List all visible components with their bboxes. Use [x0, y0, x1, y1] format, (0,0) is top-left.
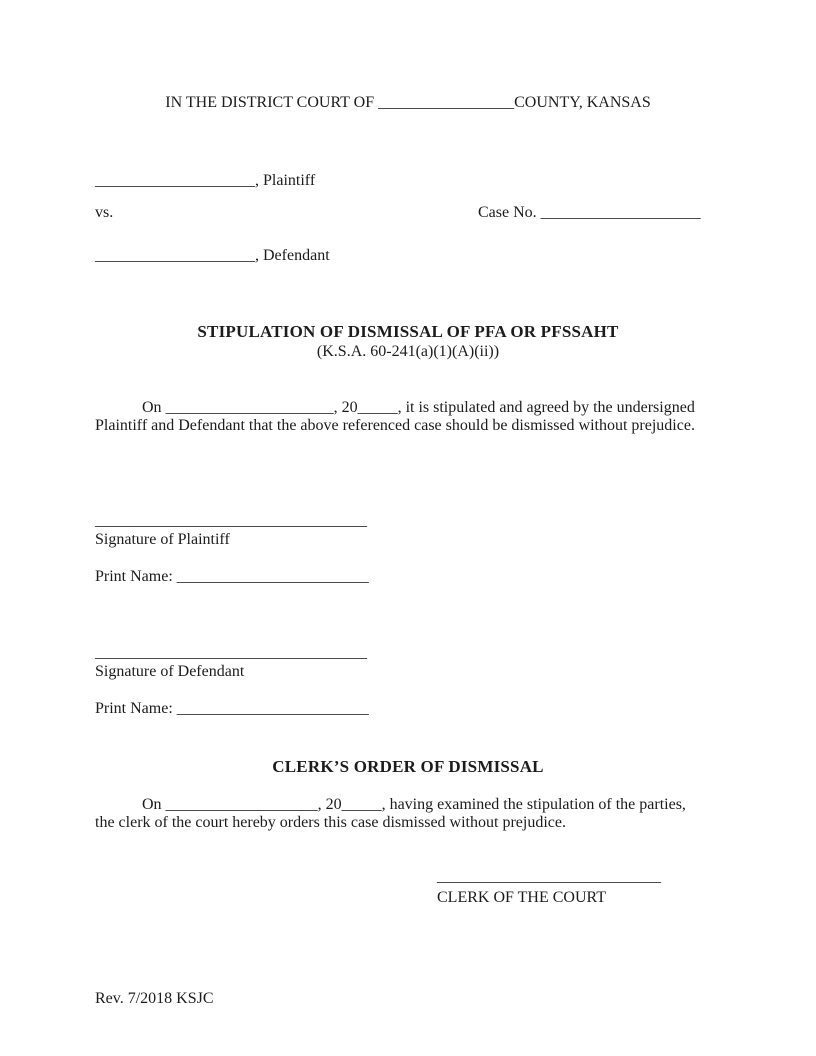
stipulation-date-blank[interactable]: _____________________: [165, 399, 334, 416]
defendant-print-name-row: [95, 700, 369, 718]
plaintiff-signature-label: Signature of Plaintiff: [95, 531, 230, 548]
plaintiff-name-blank[interactable]: ____________________: [95, 172, 255, 189]
stipulation-year-blank[interactable]: _____: [357, 399, 398, 416]
statute-citation: (K.S.A. 60-241(a)(1)(A)(ii)): [316, 343, 500, 360]
defendant-print-name-label: Print Name:: [95, 700, 177, 717]
defendant-name-blank[interactable]: ____________________: [95, 247, 255, 264]
plaintiff-print-name-row: [95, 568, 369, 586]
defendant-print-name-blank[interactable]: ________________________: [176, 700, 369, 717]
case-number-label: Case No.: [478, 204, 541, 221]
clerk-signature-label: CLERK OF THE COURT: [437, 889, 606, 906]
clerk-signature-line[interactable]: ____________________________: [437, 868, 661, 885]
revision-note: Rev. 7/2018 KSJC: [95, 990, 214, 1007]
court-header-suffix: COUNTY, KANSAS: [514, 94, 651, 111]
stipulation-paragraph: [95, 399, 740, 435]
plaintiff-print-name-label: Print Name:: [95, 568, 177, 585]
clerk-lead-in: On: [142, 796, 166, 813]
defendant-signature-line[interactable]: __________________________________: [95, 644, 367, 661]
stipulation-line2-text: Plaintiff and Defendant that the above referenced case should be dismissed without prejudice.: [95, 417, 695, 434]
court-header-prefix: IN THE DISTRICT COURT OF: [165, 94, 379, 111]
stipulation-title: STIPULATION OF DISMISSAL OF PFA OR PFSSAHT: [197, 322, 619, 341]
defendant-signature-label: Signature of Defendant: [95, 663, 245, 680]
plaintiff-label: , Plaintiff: [255, 172, 316, 189]
clerk-year-blank[interactable]: _____: [341, 796, 382, 813]
clerk-date-blank[interactable]: ___________________: [165, 796, 318, 813]
county-blank[interactable]: _________________: [378, 94, 515, 111]
stipulation-line1-text: , it is stipulated and agreed by the undersigned: [397, 399, 695, 416]
clerk-order-title: CLERK’S ORDER OF DISMISSAL: [272, 757, 544, 776]
court-header: [0, 94, 816, 112]
defendant-caption-row: [95, 247, 330, 265]
vs-label: vs.: [95, 204, 114, 221]
clerk-line2-text: the clerk of the court hereby orders this case dismissed without prejudice.: [95, 814, 566, 831]
plaintiff-print-name-blank[interactable]: ________________________: [176, 568, 369, 585]
defendant-label: , Defendant: [255, 247, 330, 264]
clerk-year-prefix: , 20: [317, 796, 342, 813]
stipulation-lead-in: On: [142, 399, 166, 416]
clerk-line1-text: , having examined the stipulation of the parties,: [381, 796, 686, 813]
case-number-row: [478, 204, 701, 222]
case-number-blank[interactable]: ____________________: [540, 204, 701, 221]
clerk-order-paragraph: [95, 796, 740, 832]
plaintiff-caption-row: [95, 172, 315, 190]
plaintiff-signature-line[interactable]: __________________________________: [95, 512, 367, 529]
stipulation-year-prefix: , 20: [333, 399, 358, 416]
